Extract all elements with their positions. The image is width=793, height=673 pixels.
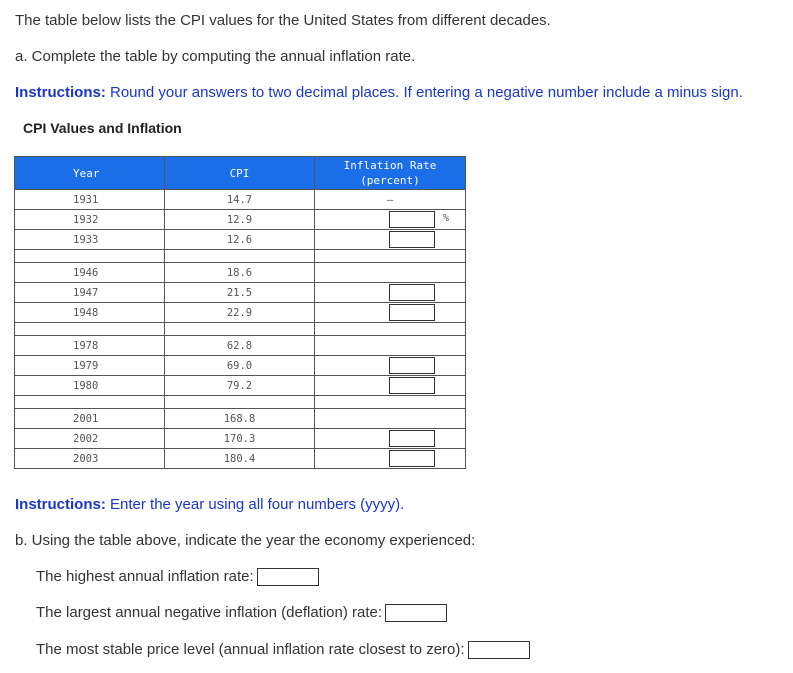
year-cell: 2003 xyxy=(15,449,165,469)
table-body xyxy=(15,190,466,469)
spacer-cell xyxy=(15,250,165,263)
table-row xyxy=(15,283,466,303)
inflation-rate-input[interactable] xyxy=(389,450,435,467)
table-row xyxy=(15,230,466,250)
inflation-rate-input[interactable] xyxy=(389,231,435,248)
question-highest-label: The highest annual inflation rate: xyxy=(36,568,254,585)
year-cell: 1946 xyxy=(15,263,165,283)
spacer-cell xyxy=(315,323,466,336)
cpi-cell: 168.8 xyxy=(165,409,315,429)
spacer-cell xyxy=(165,396,315,409)
table-row xyxy=(15,303,466,323)
header-cpi: CPI xyxy=(165,157,315,190)
header-inflation-line2: (percent) xyxy=(360,174,420,187)
spacer-cell xyxy=(15,323,165,336)
part-a-text: a. Complete the table by computing the annual inflation rate. xyxy=(15,48,416,65)
cpi-cell: 14.7 xyxy=(165,190,315,210)
table-row xyxy=(15,409,466,429)
cpi-cell: 69.0 xyxy=(165,356,315,376)
instructions-a-label: Instructions: xyxy=(15,84,106,101)
cpi-cell: 21.5 xyxy=(165,283,315,303)
inflation-cell xyxy=(315,449,466,469)
highest-year-input[interactable] xyxy=(257,568,319,586)
inflation-rate-input[interactable] xyxy=(389,377,435,394)
spacer-row xyxy=(15,250,466,263)
inflation-cell xyxy=(315,230,466,250)
inflation-cell xyxy=(315,336,466,356)
year-cell: 1933 xyxy=(15,230,165,250)
inflation-rate-input[interactable] xyxy=(389,357,435,374)
question-deflation-label: The largest annual negative inflation (deflation) rate: xyxy=(36,604,383,621)
cpi-cell: 62.8 xyxy=(165,336,315,356)
deflation-year-input[interactable] xyxy=(385,604,447,622)
inflation-rate-input[interactable] xyxy=(389,430,435,447)
table-row xyxy=(15,449,466,469)
year-cell: 1932 xyxy=(15,210,165,230)
instructions-b-text: Enter the year using all four numbers (yyyy). xyxy=(105,496,405,513)
year-cell: 1931 xyxy=(15,190,165,210)
year-cell: 1980 xyxy=(15,376,165,396)
cpi-cell: 79.2 xyxy=(165,376,315,396)
part-b-text: b. Using the table above, indicate the year the economy experienced: xyxy=(15,532,476,549)
table-row xyxy=(15,210,466,230)
cpi-cell: 12.9 xyxy=(165,210,315,230)
header-inflation xyxy=(315,157,466,190)
inflation-cell xyxy=(315,263,466,283)
spacer-cell xyxy=(315,396,466,409)
header-inflation-line1: Inflation Rate xyxy=(343,159,437,172)
cpi-cell: 18.6 xyxy=(165,263,315,283)
question-deflation xyxy=(36,604,447,622)
table-header-row xyxy=(15,157,466,190)
year-cell: 1979 xyxy=(15,356,165,376)
year-cell: 2002 xyxy=(15,429,165,449)
inflation-cell xyxy=(315,210,466,230)
inflation-rate-input[interactable] xyxy=(389,284,435,301)
spacer-row xyxy=(15,396,466,409)
header-year: Year xyxy=(15,157,165,190)
spacer-cell xyxy=(15,396,165,409)
cpi-cell: 180.4 xyxy=(165,449,315,469)
inflation-cell xyxy=(315,356,466,376)
instructions-b-label: Instructions: xyxy=(15,496,106,513)
no-value-dash: — xyxy=(386,193,394,206)
table-row xyxy=(15,376,466,396)
inflation-cell xyxy=(315,283,466,303)
cpi-table xyxy=(14,156,466,469)
inflation-cell xyxy=(315,303,466,323)
table-row xyxy=(15,336,466,356)
inflation-cell xyxy=(315,376,466,396)
table-row xyxy=(15,263,466,283)
cpi-cell: 22.9 xyxy=(165,303,315,323)
intro-text: The table below lists the CPI values for the United States from different decades. xyxy=(15,12,551,29)
instructions-b xyxy=(15,496,404,513)
question-highest xyxy=(36,568,319,586)
question-stable-label: The most stable price level (annual inflation rate closest to zero): xyxy=(36,641,465,658)
spacer-row xyxy=(15,323,466,336)
year-cell: 1948 xyxy=(15,303,165,323)
instructions-a xyxy=(15,84,743,101)
spacer-cell xyxy=(165,323,315,336)
year-cell: 1947 xyxy=(15,283,165,303)
table-row xyxy=(15,429,466,449)
inflation-cell xyxy=(315,409,466,429)
spacer-cell xyxy=(315,250,466,263)
cpi-cell: 170.3 xyxy=(165,429,315,449)
year-cell: 1978 xyxy=(15,336,165,356)
inflation-rate-input[interactable] xyxy=(389,211,435,228)
percent-symbol: % xyxy=(443,213,450,224)
table-row xyxy=(15,356,466,376)
question-stable xyxy=(36,641,530,659)
table-caption: CPI Values and Inflation xyxy=(23,120,182,136)
stable-year-input[interactable] xyxy=(468,641,530,659)
table-row xyxy=(15,190,466,210)
spacer-cell xyxy=(165,250,315,263)
instructions-a-text: Round your answers to two decimal places. If entering a negative number include a minus sign. xyxy=(105,84,743,101)
year-cell: 2001 xyxy=(15,409,165,429)
cpi-cell: 12.6 xyxy=(165,230,315,250)
inflation-cell xyxy=(315,429,466,449)
inflation-cell xyxy=(315,190,466,210)
inflation-rate-input[interactable] xyxy=(389,304,435,321)
